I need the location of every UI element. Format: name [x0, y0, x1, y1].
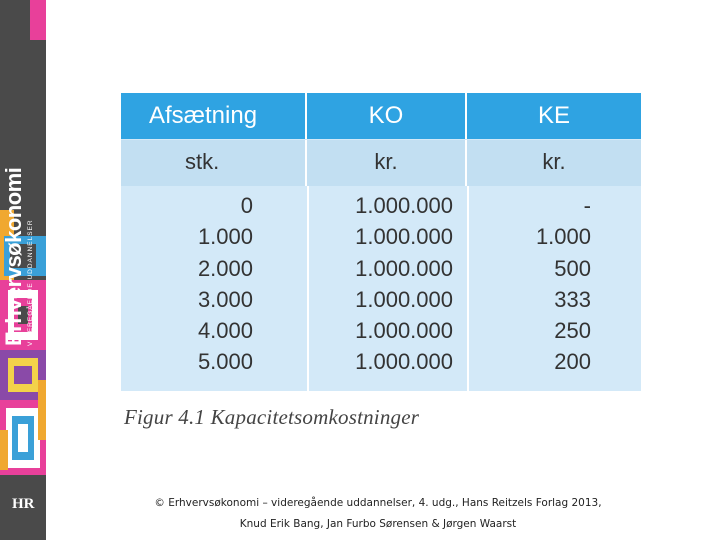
- cell-ke: 1.000: [535, 224, 591, 250]
- unit-ko: kr.: [307, 140, 467, 186]
- unit-afsaetning: stk.: [121, 140, 307, 186]
- header-afsaetning: Afsætning: [121, 93, 307, 139]
- table-row: [121, 253, 641, 284]
- decorative-side-strip: [0, 0, 46, 540]
- cell-ke: 200: [554, 349, 591, 375]
- brand-block: [1, 167, 46, 360]
- cell-afsaetning: 3.000: [197, 286, 253, 312]
- cell-ko: 1.000.000: [355, 286, 453, 312]
- column-divider: [307, 186, 309, 391]
- table-unit-row: [121, 140, 641, 186]
- publisher-logo: HR: [12, 496, 35, 512]
- brand-title: Erhvervsøkonomi: [1, 167, 26, 346]
- table-body: [121, 190, 641, 378]
- cell-ke: 333: [554, 286, 591, 312]
- cell-ke: 500: [554, 255, 591, 281]
- cell-afsaetning: 0: [240, 193, 253, 218]
- table-row: [121, 190, 641, 221]
- cell-afsaetning: 4.000: [197, 318, 253, 344]
- cell-ko: 1.000.000: [355, 255, 453, 281]
- column-divider: [467, 186, 469, 391]
- header-ke: KE: [537, 102, 570, 129]
- brand-subtitle: VIDEREGÅENDE UDDANNELSER: [27, 219, 34, 346]
- cell-ko: 1.000.000: [355, 193, 453, 218]
- table-row: [121, 284, 641, 315]
- cell-ko: 1.000.000: [355, 224, 453, 250]
- cell-afsaetning: 1.000: [197, 224, 253, 250]
- cell-ko: 1.000.000: [355, 349, 453, 375]
- table-row: [121, 315, 641, 346]
- table-row: [121, 221, 641, 252]
- cell-ke: -: [583, 193, 591, 218]
- unit-ke: kr.: [542, 149, 566, 174]
- cell-ko: 1.000.000: [355, 318, 453, 344]
- copyright-line-2: Knud Erik Bang, Jan Furbo Sørensen & Jørgen Waarst: [239, 518, 517, 530]
- cost-table: [121, 93, 641, 391]
- figure-caption: Figur 4.1 Kapacitetsomkostninger: [124, 405, 420, 429]
- cell-afsaetning: 2.000: [197, 255, 253, 281]
- copyright-footer: [128, 493, 628, 535]
- cell-ke: 250: [554, 318, 591, 344]
- copyright-line-1: © Erhvervsøkonomi – videregående uddannelser, 4. udg., Hans Reitzels Forlag 2013,: [154, 497, 602, 509]
- header-ko: KO: [307, 93, 467, 139]
- table-row: [121, 346, 641, 377]
- table-header-row: [121, 93, 641, 139]
- cell-afsaetning: 5.000: [197, 349, 253, 375]
